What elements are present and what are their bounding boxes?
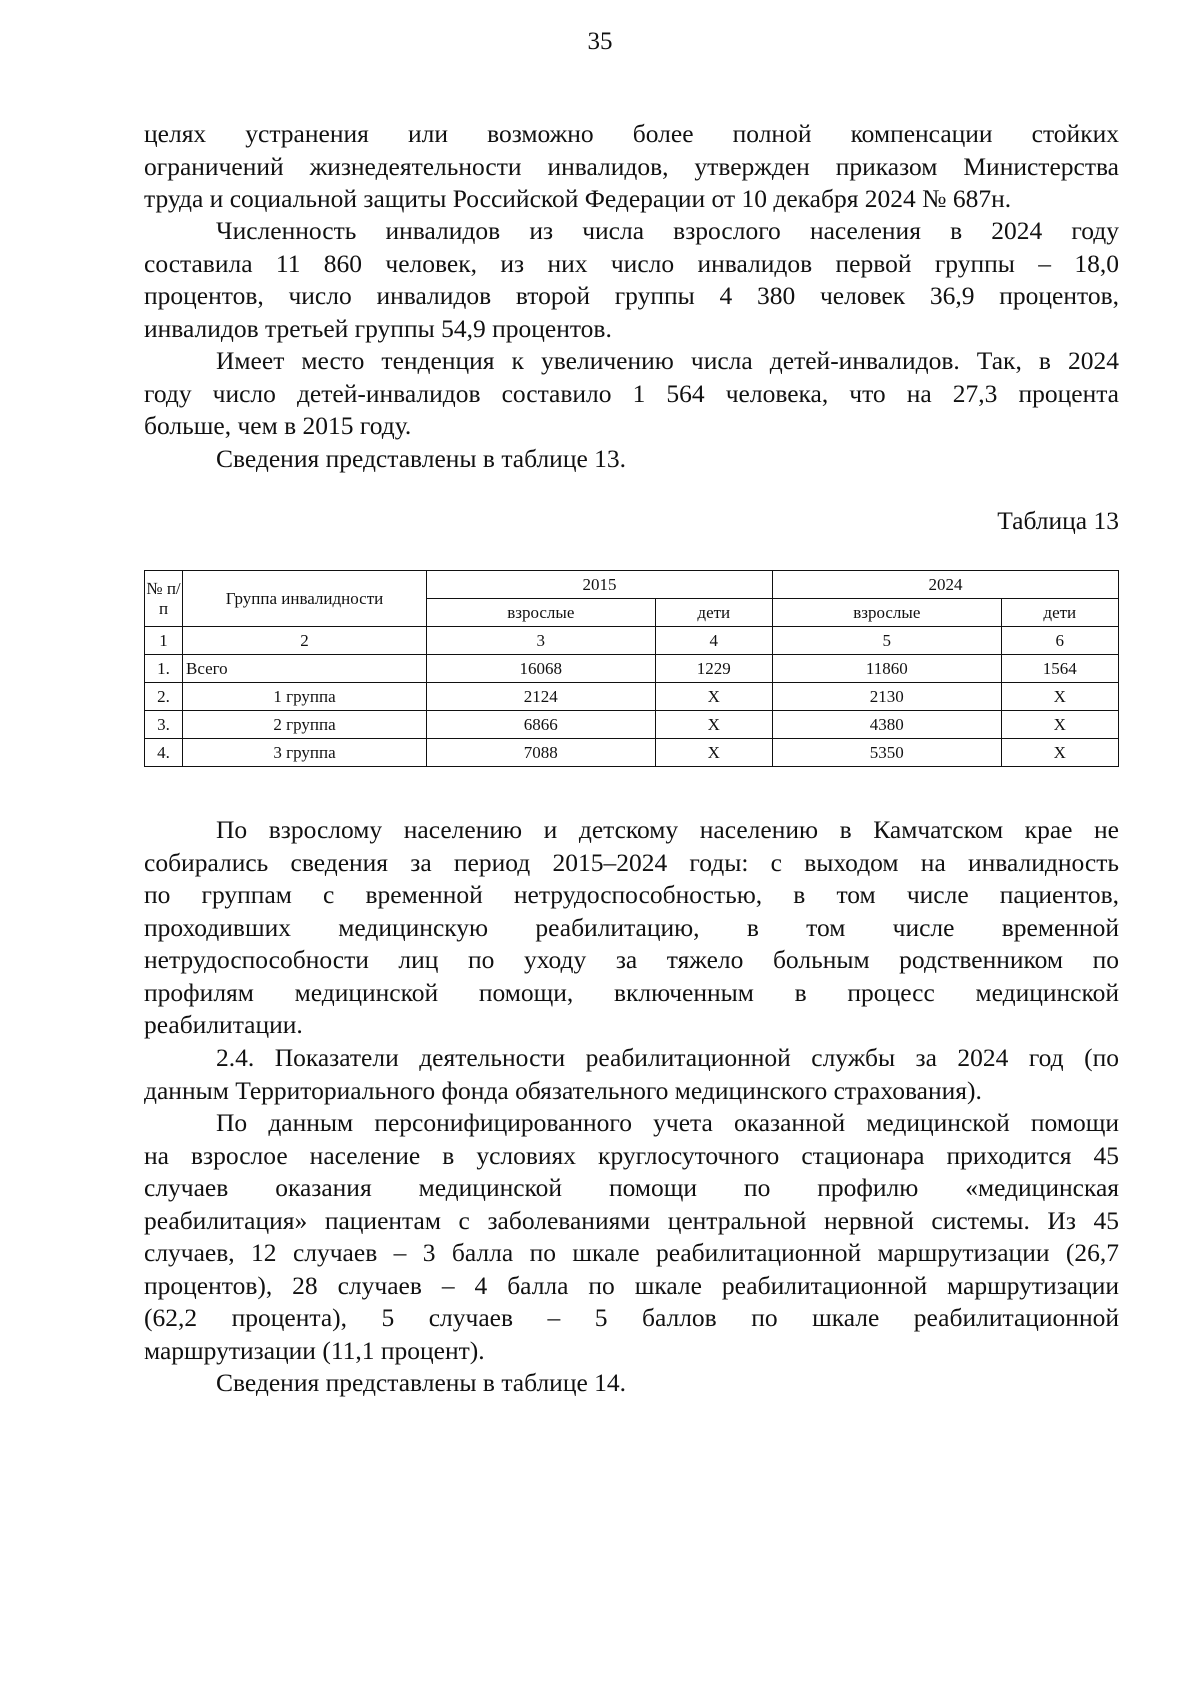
table-13-caption: Таблица 13 — [997, 506, 1119, 535]
text-line: По данным персонифицированного учета оказанной медицинской помощи — [216, 1108, 1119, 1137]
table-cell: 1 — [145, 627, 183, 655]
page-number: 35 — [587, 28, 613, 55]
paragraph-5 — [144, 814, 1119, 1042]
table-cell: Х — [655, 683, 772, 711]
text-line: ограничений жизнедеятельности инвалидов, утвержден приказом Министерства — [144, 151, 1119, 181]
table-cell: 2 — [183, 627, 427, 655]
table-cell: Х — [655, 739, 772, 767]
paragraph-7 — [144, 1107, 1119, 1367]
text-line: Имеет место тенденция к увеличению числа детей-инвалидов. Так, в 2024 — [216, 346, 1119, 375]
table-cell: Х — [1001, 683, 1118, 711]
header-children-2015: дети — [655, 599, 772, 627]
table-cell: Х — [655, 711, 772, 739]
table-cell: 2. — [145, 683, 183, 711]
paragraph-3 — [144, 345, 1119, 443]
text-line: случаев оказания медицинской помощи по профилю «медицинская — [144, 1173, 1119, 1202]
table-row — [145, 711, 1119, 739]
table-cell: 1. — [145, 655, 183, 683]
header-num: № п/п — [145, 571, 183, 627]
text-line: Сведения представлены в таблице 13. — [216, 444, 627, 473]
paragraph-6 — [144, 1042, 1119, 1107]
table-cell: 5 — [772, 627, 1001, 655]
table-row — [145, 655, 1119, 683]
text-line: больше, чем в 2015 году. — [144, 411, 412, 440]
text-line: году число детей-инвалидов составило 1 564 человека, что на 27,3 процента — [144, 378, 1119, 408]
table-cell: 1564 — [1001, 655, 1118, 683]
text-line: реабилитация» пациентам с заболеваниями центральной нервной системы. Из 45 — [144, 1205, 1119, 1235]
text-line: по группам с временной нетрудоспособностью, в том числе пациентов, — [144, 880, 1119, 909]
text-line: нетрудоспособности лиц по уходу за тяжело больным родственником по — [144, 945, 1119, 974]
text-line: Сведения представлены в таблице 14. — [216, 1368, 627, 1397]
table-cell: 6866 — [427, 711, 656, 739]
header-group: Группа инвалидности — [183, 571, 427, 627]
header-adults-2015: взрослые — [427, 599, 656, 627]
table-cell: 3 — [427, 627, 656, 655]
text-line: (62,2 процента), 5 случаев – 5 баллов по шкале реабилитационной — [144, 1303, 1119, 1332]
table-cell: 3. — [145, 711, 183, 739]
text-line: данным Территориального фонда обязательного медицинского страхования). — [144, 1075, 982, 1105]
table-cell: 2130 — [772, 683, 1001, 711]
text-line: составила 11 860 человек, из них число инвалидов первой группы – 18,0 — [144, 248, 1119, 278]
table-row — [145, 739, 1119, 767]
text-line: маршрутизации (11,1 процент). — [144, 1335, 485, 1365]
text-line: По взрослому населению и детскому населению в Камчатском крае не — [216, 815, 1119, 844]
text-line: процентов, число инвалидов второй группы 4 380 человек 36,9 процентов, — [144, 281, 1119, 310]
text-line: на взрослое население в условиях круглосуточного стационара приходится 45 — [144, 1140, 1119, 1170]
table-cell: Х — [1001, 739, 1118, 767]
table-cell: 5350 — [772, 739, 1001, 767]
table-cell: 2 группа — [183, 711, 427, 739]
paragraph-4 — [144, 443, 1119, 476]
table-cell: 7088 — [427, 739, 656, 767]
text-line: труда и социальной защиты Российской Федерации от 10 декабря 2024 № 687н. — [144, 184, 1012, 213]
table-cell: 16068 — [427, 655, 656, 683]
table-cell: 6 — [1001, 627, 1118, 655]
text-line: проходивших медицинскую реабилитацию, в том числе временной — [144, 912, 1119, 942]
header-adults-2024: взрослые — [772, 599, 1001, 627]
table-13 — [144, 570, 1119, 767]
text-line: Численность инвалидов из числа взрослого населения в 2024 году — [216, 216, 1119, 245]
text-line: 2.4. Показатели деятельности реабилитационной службы за 2024 год (по — [216, 1043, 1119, 1072]
text-line: собирались сведения за период 2015–2024 годы: с выходом на инвалидность — [144, 847, 1119, 877]
text-line: процентов), 28 случаев – 4 балла по шкале реабилитационной маршрутизации — [144, 1270, 1119, 1300]
table-cell: 1 группа — [183, 683, 427, 711]
paragraph-8 — [144, 1367, 1119, 1400]
text-line: реабилитации. — [144, 1010, 303, 1039]
header-children-2024: дети — [1001, 599, 1118, 627]
text-line: инвалидов третьей группы 54,9 процентов. — [144, 313, 612, 343]
table-cell: 1229 — [655, 655, 772, 683]
table-index-row — [145, 627, 1119, 655]
table-cell: 3 группа — [183, 739, 427, 767]
text-line: случаев, 12 случаев – 3 балла по шкале реабилитационной маршрутизации (26,7 — [144, 1238, 1119, 1267]
paragraph-2 — [144, 215, 1119, 345]
table-cell: 2124 — [427, 683, 656, 711]
table-cell: Х — [1001, 711, 1118, 739]
paragraph-1 — [144, 118, 1119, 216]
table-row — [145, 683, 1119, 711]
header-year-2015: 2015 — [427, 571, 773, 599]
header-year-2024: 2024 — [772, 571, 1118, 599]
table-cell: 4 — [655, 627, 772, 655]
table-cell: 4380 — [772, 711, 1001, 739]
table-cell: 4. — [145, 739, 183, 767]
table-cell: Всего — [183, 655, 427, 683]
table-cell: 11860 — [772, 655, 1001, 683]
text-line: целях устранения или возможно более полной компенсации стойких — [144, 119, 1119, 148]
text-line: профилям медицинской помощи, включенным в процесс медицинской — [144, 977, 1119, 1007]
